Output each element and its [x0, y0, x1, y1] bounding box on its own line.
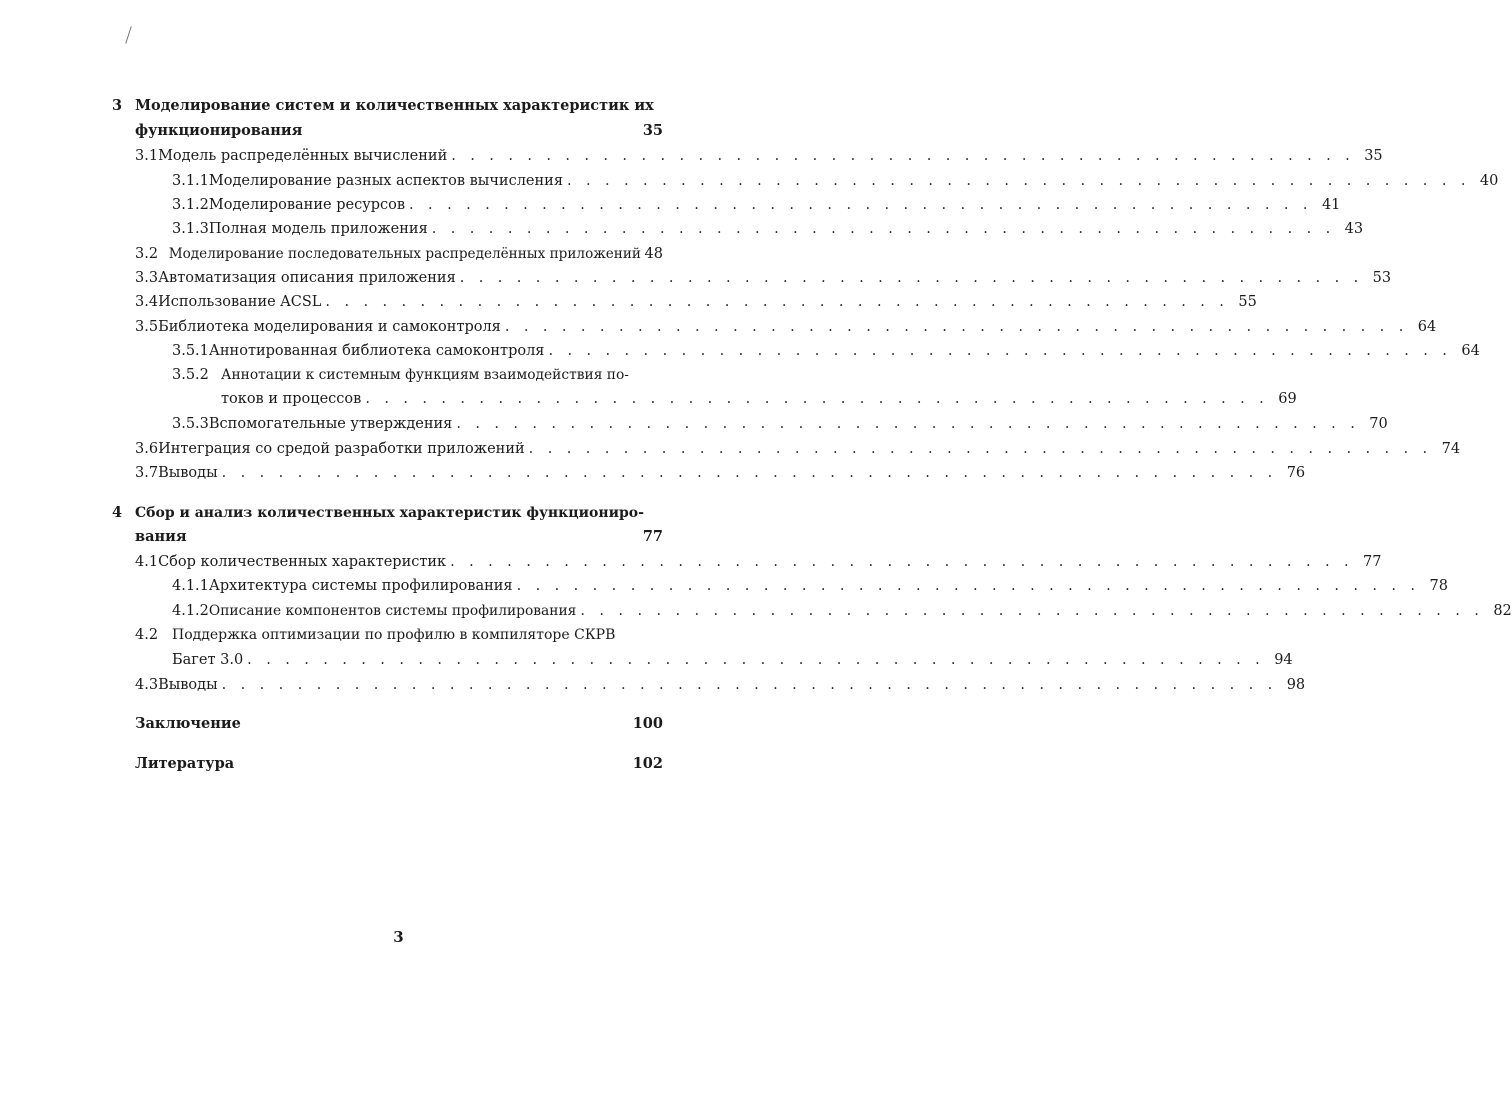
section-number: 3.7 [135, 465, 159, 481]
page-ref: 40 [1479, 173, 1499, 189]
toc-entry-3-7[interactable] [135, 464, 1306, 482]
section-title: Модель распределённых вычислений [158, 148, 448, 164]
page-ref: 77 [1363, 554, 1382, 570]
toc-conclusion[interactable] [135, 715, 663, 733]
page-ref: 43 [1344, 221, 1364, 237]
section-number: 3.1.2 [172, 197, 209, 213]
section-number: 3.5.1 [172, 343, 209, 359]
page-ref: 64 [1461, 343, 1480, 359]
dot-leader: . . . . . . . . . . . . . . . . . . . . . . . . . . . . . . . . . . . . . . . . . . . . . . . . [456, 416, 1360, 432]
chapter-title-cont: вания [135, 528, 187, 545]
section-title: Моделирование разных аспектов вычисления [208, 173, 563, 189]
page-ref: 35 [642, 122, 663, 139]
section-number: 3.1.3 [172, 221, 209, 237]
page-ref: 77 [642, 528, 663, 545]
dot-leader: . . . . . . . . . . . . . . . . . . . . . . . . . . . . . . . . . . . . . . . . . . . . . . . . [504, 319, 1409, 335]
chapter-number: 3 [112, 97, 123, 114]
section-title-cont: токов и процессов [221, 391, 362, 407]
page-ref: 102 [632, 755, 663, 772]
chapter-3-heading[interactable] [112, 97, 667, 115]
section-title-cont: Багет 3.0 [172, 652, 244, 668]
section-title: Моделирование ресурсов [208, 197, 406, 213]
toc-entry-3-5[interactable] [135, 318, 1437, 336]
section-title: Выводы [158, 677, 218, 693]
section-title: Поддержка оптимизации по профилю в компиляторе СКРВ [172, 627, 616, 643]
toc-entry-4-1-1[interactable] [172, 577, 1448, 595]
conclusion-title: Заключение [135, 715, 241, 732]
toc-references[interactable] [135, 755, 663, 773]
dot-leader: . . . . . . . . . . . . . . . . . . . . . . . . . . . . . . . . . . . . . . . . . . . . . . . . [365, 391, 1269, 407]
section-title: Использование ACSL [158, 294, 322, 310]
page-ref: 74 [1441, 441, 1461, 457]
section-number: 3.5.3 [172, 416, 209, 432]
references-title: Литература [135, 755, 235, 772]
toc-entry-3-2[interactable] [135, 245, 663, 263]
toc-entry-3-6[interactable] [135, 440, 1461, 458]
dot-leader: . . . . . . . . . . . . . . . . . . . . . . . . . . . . . . . . . . . . . . . . . . . . . . . . [548, 343, 1452, 359]
scan-pen-mark [125, 26, 132, 43]
page-ref: 48 [644, 246, 663, 262]
section-number: 4.1.2 [172, 603, 209, 619]
dot-leader: . . . . . . . . . . . . . . . . . . . . . . . . . . . . . . . . . . . . . . . . . . . . . . . . [409, 197, 1313, 213]
dot-leader: . . . . . . . . . . . . . . . . . . . . . . . . . . . . . . . . . . . . . . . . . . . . . . . . [516, 578, 1420, 594]
page-ref: 76 [1286, 465, 1306, 481]
toc-entry-4-1[interactable] [135, 553, 1382, 571]
toc-entry-3-4[interactable] [135, 293, 1257, 311]
dot-leader: . . . . . . . . . . . . . . . . . . . . . . . . . . . . . . . . . . . . . . . . . . . . . . . . [450, 554, 1354, 570]
toc-entry-3-5-3[interactable] [172, 415, 1388, 433]
section-title: Библиотека моделирования и самоконтроля [158, 319, 501, 335]
chapter-title: Сбор и анализ количественных характеристик функциониро- [135, 505, 644, 521]
toc-entry-4-2-cont[interactable] [172, 651, 1293, 669]
toc-entry-3-3[interactable] [135, 269, 1392, 287]
section-title: Выводы [158, 465, 218, 481]
page-ref: 98 [1286, 677, 1306, 693]
dot-leader: . . . . . . . . . . . . . . . . . . . . . . . . . . . . . . . . . . . . . . . . . . . . . . . . [566, 173, 1471, 189]
page-ref: 78 [1429, 578, 1448, 594]
section-number: 3.3 [135, 270, 159, 286]
section-number: 4.1 [135, 554, 159, 570]
section-number: 3.5.2 [172, 367, 209, 383]
page-ref: 35 [1364, 148, 1383, 164]
page-ref: 94 [1274, 652, 1293, 668]
toc-entry-4-1-2[interactable] [172, 602, 1512, 620]
toc-entry-4-3[interactable] [135, 676, 1306, 694]
page-number: 3 [393, 928, 404, 946]
dot-leader: . . . . . . . . . . . . . . . . . . . . . . . . . . . . . . . . . . . . . . . . . . . . . . . . . . . . . . [247, 652, 1265, 668]
section-title: Моделирование последовательных распределённых приложений [168, 246, 641, 262]
chapter-4-heading-cont[interactable] [135, 528, 663, 546]
page-ref: 64 [1417, 319, 1437, 335]
dot-leader: . . . . . . . . . . . . . . . . . . . . . . . . . . . . . . . . . . . . . . . . . . . . . . . . [459, 270, 1364, 286]
page-ref: 82 [1493, 603, 1512, 619]
chapter-3-heading-cont[interactable] [135, 122, 663, 140]
section-title: Интеграция со средой разработки приложений [158, 441, 525, 457]
page-ref: 100 [632, 715, 663, 732]
chapter-number: 4 [112, 504, 123, 521]
dot-leader: . . . . . . . . . . . . . . . . . . . . . . . . . . . . . . . . . . . . . . . . . . . . . . . . . . . . . . . . [221, 465, 1278, 481]
toc-entry-3-5-2-cont[interactable] [221, 390, 1297, 408]
section-number: 3.4 [135, 294, 159, 310]
page-ref: 55 [1238, 294, 1257, 310]
section-number: 4.2 [135, 627, 159, 643]
toc-entry-3-5-2[interactable] [172, 366, 663, 384]
section-title: Аннотации к системным функциям взаимодействия по- [221, 367, 629, 383]
page-ref: 69 [1278, 391, 1297, 407]
toc-entry-3-1-1[interactable] [172, 172, 1499, 190]
section-number: 3.1.1 [172, 173, 209, 189]
section-number: 3.5 [135, 319, 159, 335]
chapter-4-heading[interactable] [112, 504, 667, 522]
dot-leader: . . . . . . . . . . . . . . . . . . . . . . . . . . . . . . . . . . . . . . . . . . . . . . . . . . . . . . . . [221, 677, 1278, 693]
section-title: Автоматизация описания приложения [158, 270, 456, 286]
page-ref: 70 [1369, 416, 1388, 432]
chapter-title: Моделирование систем и количественных характеристик их [135, 97, 654, 114]
page-ref: 53 [1372, 270, 1392, 286]
toc-entry-3-1-3[interactable] [172, 220, 1364, 238]
section-number: 4.1.1 [172, 578, 209, 594]
dot-leader: . . . . . . . . . . . . . . . . . . . . . . . . . . . . . . . . . . . . . . . . . . . . . . . . [451, 148, 1355, 164]
dot-leader: . . . . . . . . . . . . . . . . . . . . . . . . . . . . . . . . . . . . . . . . . . . . . . . . [528, 441, 1433, 457]
chapter-title-cont: функционирования [135, 122, 303, 139]
toc-entry-4-2[interactable] [135, 626, 663, 644]
toc-entry-3-1[interactable] [135, 147, 1383, 165]
dot-leader: . . . . . . . . . . . . . . . . . . . . . . . . . . . . . . . . . . . . . . . . . . . . . . . . [580, 603, 1484, 619]
toc-entry-3-5-1[interactable] [172, 342, 1480, 360]
section-number: 3.6 [135, 441, 159, 457]
section-number: 4.3 [135, 677, 159, 693]
section-title: Архитектура системы профилирования [208, 578, 513, 594]
section-title: Полная модель приложения [208, 221, 428, 237]
section-title: Описание компонентов системы профилирования [208, 603, 577, 619]
page-ref: 41 [1321, 197, 1341, 213]
section-title: Сбор количественных характеристик [158, 554, 447, 570]
dot-leader: . . . . . . . . . . . . . . . . . . . . . . . . . . . . . . . . . . . . . . . . . . . . . . . . [325, 294, 1229, 310]
toc-entry-3-1-2[interactable] [172, 196, 1341, 214]
section-number: 3.1 [135, 148, 159, 164]
section-title: Аннотированная библиотека самоконтроля [208, 343, 545, 359]
dot-leader: . . . . . . . . . . . . . . . . . . . . . . . . . . . . . . . . . . . . . . . . . . . . . . . . [431, 221, 1336, 237]
section-title: Вспомогательные утверждения [208, 416, 453, 432]
section-number: 3.2 [135, 246, 159, 262]
